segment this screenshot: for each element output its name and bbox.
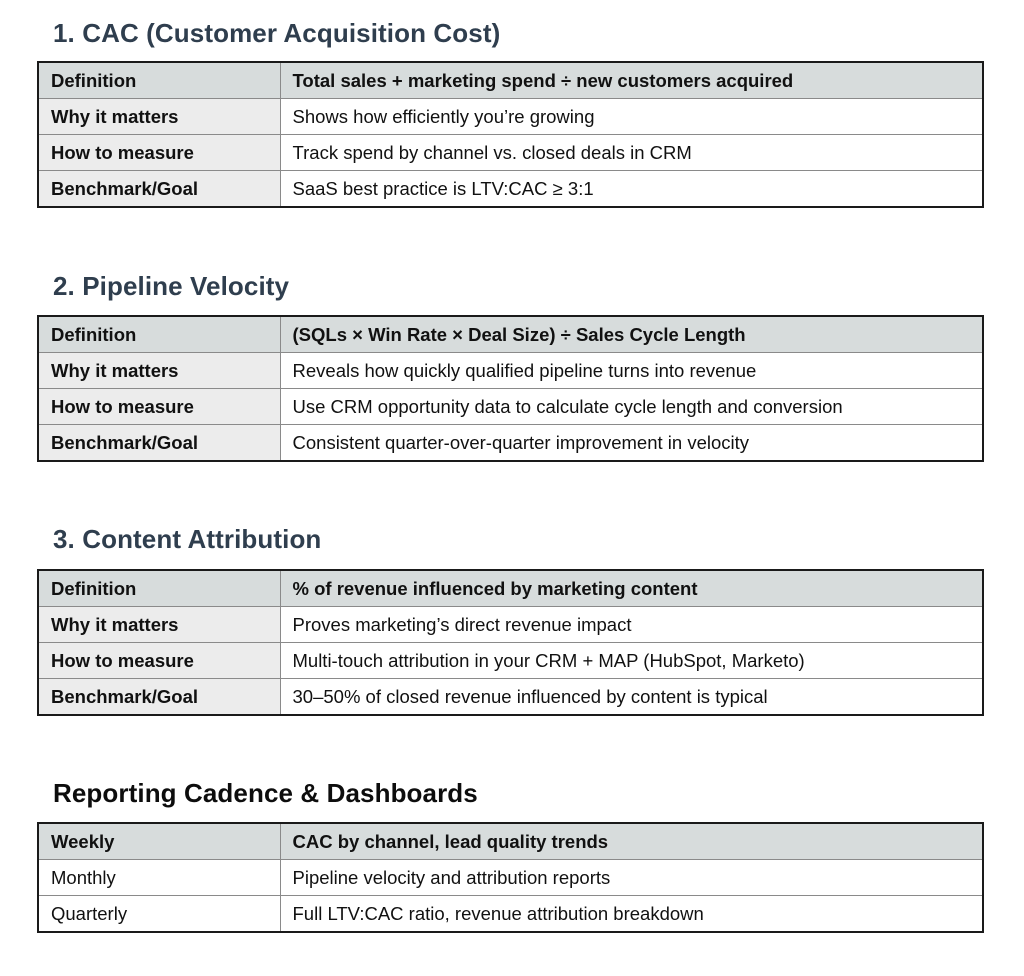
row-value: Multi-touch attribution in your CRM + MAP (HubSpot, Marketo)	[280, 643, 983, 679]
row-label: Definition	[38, 316, 280, 353]
row-value: SaaS best practice is LTV:CAC ≥ 3:1	[280, 171, 983, 208]
table-row	[38, 823, 983, 860]
table-row	[38, 607, 983, 643]
row-label: How to measure	[38, 135, 280, 171]
table-row	[38, 99, 983, 135]
section-title-content-attribution: 3. Content Attribution	[53, 524, 322, 554]
section-title-pipeline-velocity: 2. Pipeline Velocity	[53, 271, 290, 301]
row-label: Definition	[38, 62, 280, 99]
row-value: % of revenue influenced by marketing content	[280, 570, 983, 607]
row-label: Monthly	[38, 860, 280, 896]
section-title-cac: 1. CAC (Customer Acquisition Cost)	[53, 18, 501, 48]
table-row	[38, 316, 983, 353]
table-row	[38, 62, 983, 99]
row-label: Why it matters	[38, 353, 280, 389]
row-value: Use CRM opportunity data to calculate cycle length and conversion	[280, 389, 983, 425]
row-value: Total sales + marketing spend ÷ new customers acquired	[280, 62, 983, 99]
row-label: How to measure	[38, 643, 280, 679]
row-label: Weekly	[38, 823, 280, 860]
table-row	[38, 171, 983, 208]
table-row	[38, 425, 983, 462]
row-value: Proves marketing’s direct revenue impact	[280, 607, 983, 643]
table-row	[38, 570, 983, 607]
row-value: Consistent quarter-over-quarter improvement in velocity	[280, 425, 983, 462]
row-value: Full LTV:CAC ratio, revenue attribution breakdown	[280, 896, 983, 933]
pipeline-velocity-table	[37, 315, 984, 462]
row-label: Benchmark/Goal	[38, 171, 280, 208]
row-label: Why it matters	[38, 99, 280, 135]
row-value: CAC by channel, lead quality trends	[280, 823, 983, 860]
row-label: Definition	[38, 570, 280, 607]
row-value: (SQLs × Win Rate × Deal Size) ÷ Sales Cycle Length	[280, 316, 983, 353]
table-row	[38, 389, 983, 425]
row-value: 30–50% of closed revenue influenced by content is typical	[280, 679, 983, 716]
table-row	[38, 896, 983, 933]
table-row	[38, 353, 983, 389]
content-attribution-table	[37, 569, 984, 716]
row-value: Track spend by channel vs. closed deals in CRM	[280, 135, 983, 171]
section-title-reporting-cadence: Reporting Cadence & Dashboards	[53, 778, 478, 808]
row-value: Shows how efficiently you’re growing	[280, 99, 983, 135]
table-row	[38, 679, 983, 716]
row-label: Benchmark/Goal	[38, 425, 280, 462]
table-row	[38, 643, 983, 679]
row-value: Reveals how quickly qualified pipeline turns into revenue	[280, 353, 983, 389]
reporting-cadence-table	[37, 822, 984, 933]
row-value: Pipeline velocity and attribution reports	[280, 860, 983, 896]
table-row	[38, 860, 983, 896]
cac-table	[37, 61, 984, 208]
row-label: How to measure	[38, 389, 280, 425]
table-row	[38, 135, 983, 171]
row-label: Quarterly	[38, 896, 280, 933]
row-label: Benchmark/Goal	[38, 679, 280, 716]
row-label: Why it matters	[38, 607, 280, 643]
